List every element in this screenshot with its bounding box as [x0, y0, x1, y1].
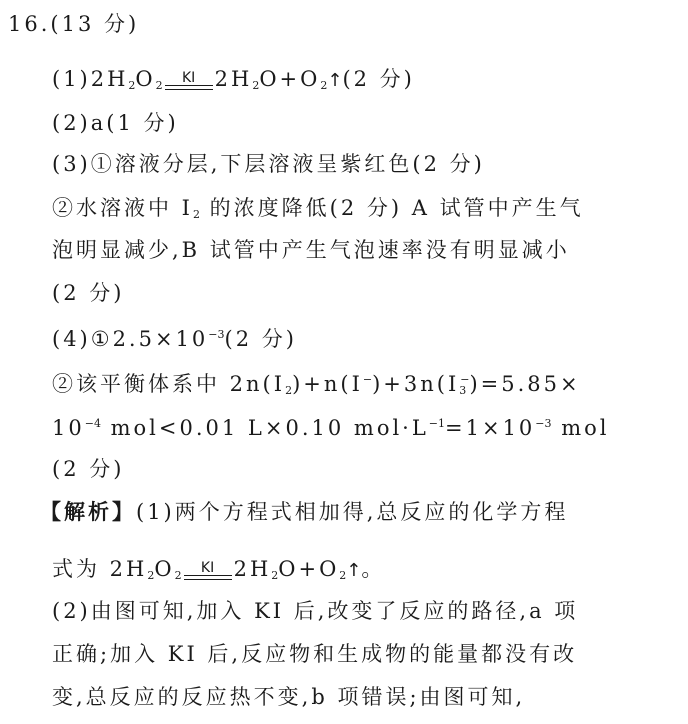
answer-3-4-line — [52, 279, 124, 307]
subscript: 2 — [339, 569, 347, 582]
analysis-line-2 — [52, 555, 385, 590]
answer-1-line — [52, 65, 415, 100]
analysis-2-text-c: 2H — [233, 557, 272, 581]
superscript: −4 — [84, 417, 101, 430]
analysis-text-1: (1)两个方程式相加得,总反应的化学方程 — [136, 500, 569, 524]
answer-4-2-line — [52, 366, 581, 405]
analysis-2-end: 。 — [361, 557, 386, 581]
subscript: 2 — [285, 384, 293, 397]
subscript: 2 — [147, 569, 155, 582]
subscript: 2 — [155, 79, 163, 92]
condition-bar — [165, 89, 213, 90]
answer-3-1-line — [52, 150, 485, 178]
analysis-line-1 — [40, 498, 568, 526]
catalyst-condition — [163, 72, 215, 100]
superscript: −3 — [208, 328, 225, 341]
condition-bar — [184, 575, 232, 576]
a4-3-text-d: mol — [551, 416, 610, 440]
a1-reactant-o: O — [135, 67, 156, 91]
subscript: 2 — [174, 569, 182, 582]
a4-1-text-b: (2 分) — [224, 327, 297, 351]
a4-2-text-a: ②该平衡体系中 2n(I — [52, 372, 286, 396]
a3-1-text: (3)①溶液分层,下层溶液呈紫红色(2 分) — [52, 152, 485, 176]
answer-4-1-line — [52, 321, 297, 353]
condition-bar — [165, 85, 213, 86]
answer-3-3-line — [52, 236, 570, 264]
a1-reactant: (1)2H — [52, 67, 129, 91]
subscript: 3 — [459, 384, 467, 397]
answer-2-line — [52, 109, 179, 137]
answer-3-2-line — [52, 194, 584, 229]
catalyst-condition — [182, 562, 234, 590]
question-number: 16.(13 分) — [8, 12, 140, 36]
analysis-text-5: 变,总反应的反应热不变,b 项错误;由图可知, — [52, 685, 526, 709]
a4-2-text-d: )=5.85× — [469, 372, 581, 396]
subscript: 2 — [271, 569, 279, 582]
superscript: −1 — [428, 417, 446, 430]
gas-arrow-icon: ↑ — [346, 560, 362, 581]
catalyst-label: KI — [200, 560, 215, 576]
analysis-line-5 — [52, 683, 525, 711]
analysis-line-4 — [52, 640, 577, 668]
answer-4-3-line — [52, 410, 609, 442]
analysis-text-3: (2)由图可知,加入 KI 后,改变了反应的路径,a 项 — [52, 599, 579, 623]
a4-3-text-c: =1×10 — [445, 416, 536, 440]
a4-1-text-a: (4)①2.5×10 — [52, 327, 209, 351]
superscript: − — [362, 373, 373, 386]
a4-2-text-c: )+3n(I — [372, 372, 460, 396]
analysis-2-text-d: O+O — [278, 557, 340, 581]
gas-arrow-icon: ↑ — [327, 70, 343, 91]
a4-4-text: (2 分) — [52, 457, 125, 481]
subscript: 2 — [128, 79, 136, 92]
superscript: −3 — [535, 417, 552, 430]
question-heading — [8, 10, 139, 38]
analysis-2-text-b: O — [154, 557, 175, 581]
a3-2-text-b: 的浓度降低(2 分) A 试管中产生气 — [199, 196, 584, 220]
answer-4-4-line — [52, 455, 124, 483]
subscript: 2 — [252, 79, 260, 92]
analysis-text-4: 正确;加入 KI 后,反应物和生成物的能量都没有改 — [52, 642, 578, 666]
a4-3-text-a: 10 — [52, 416, 85, 440]
a3-2-text-a: ②水溶液中 I — [52, 196, 193, 220]
a1-product: 2H — [214, 67, 253, 91]
analysis-line-3 — [52, 597, 578, 625]
a3-3-text: 泡明显减少,B 试管中产生气泡速率没有明显减小 — [52, 238, 570, 262]
condition-bar — [184, 579, 232, 580]
analysis-2-text-a: 式为 2H — [52, 557, 148, 581]
a4-2-text-b: )+n(I — [292, 372, 363, 396]
subscript: 2 — [320, 79, 328, 92]
a1-product-b: O+O — [259, 67, 321, 91]
catalyst-label: KI — [181, 70, 196, 86]
superscript: − — [460, 373, 470, 386]
a2-text: (2)a(1 分) — [52, 111, 179, 135]
a1-score: (2 分) — [342, 67, 415, 91]
subscript: 2 — [192, 208, 200, 221]
a3-4-text: (2 分) — [52, 281, 125, 305]
a4-3-text-b: mol<0.01 L×0.10 mol·L — [100, 416, 429, 440]
analysis-label: 【解析】 — [40, 499, 136, 524]
